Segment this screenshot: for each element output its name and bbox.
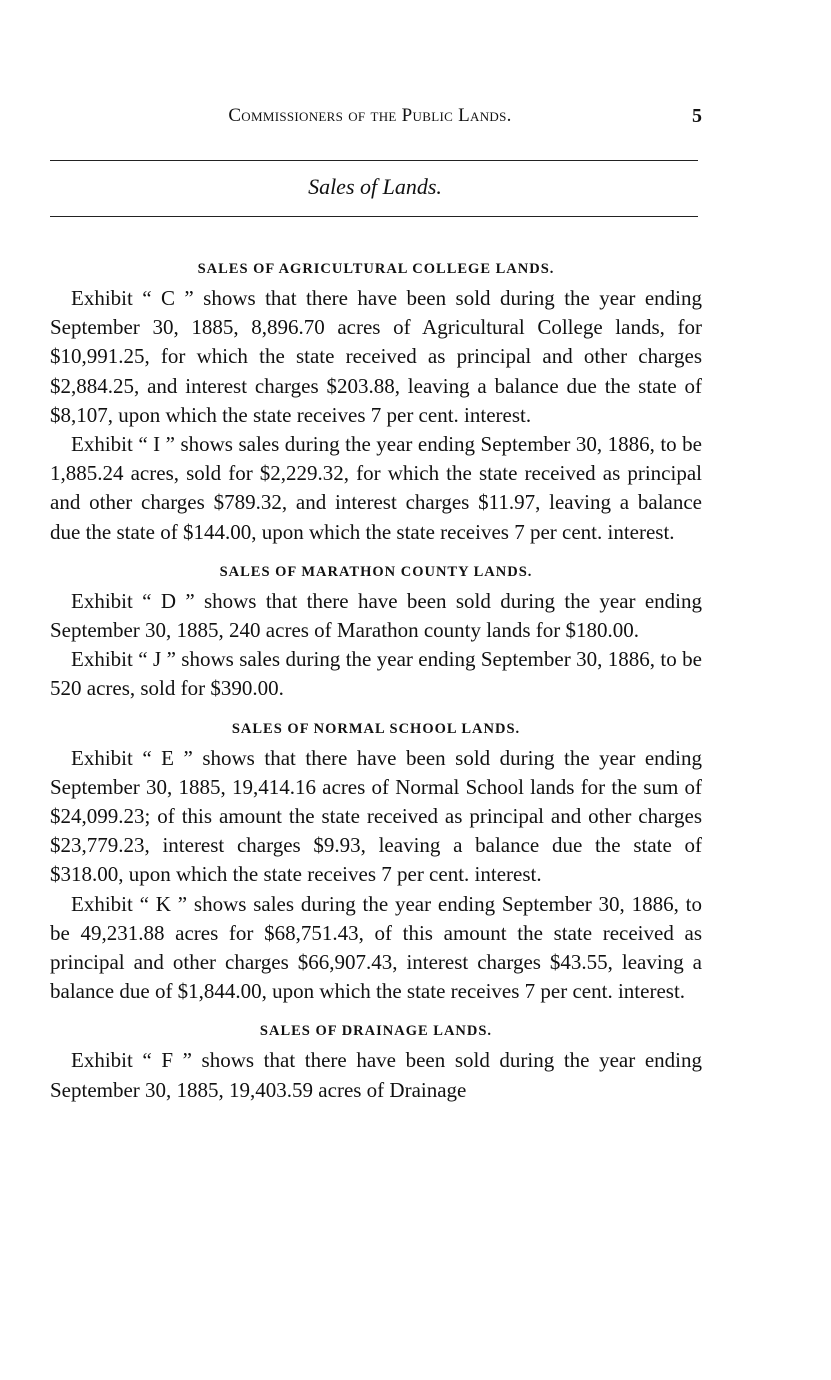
paragraph-exhibit-c: Exhibit “ C ” shows that there have been sold during the year ending September 30, 1885, 8,896.70 acres of Agricultural College lands, for $10,991.25, for which the state received as principal and other charges $2,884.25, and interest charges $203.88, leaving a balance due the state of $8,107, upon which the state receives 7 per cent. interest. [50, 286, 702, 427]
paragraph-exhibit-j: Exhibit “ J ” shows sales during the year ending September 30, 1886, to be 520 acres, sold for $390.00. [50, 647, 702, 701]
paragraph-exhibit-e: Exhibit “ E ” shows that there have been sold during the year ending September 30, 1885, 19,414.16 acres of Normal School lands for the sum of $24,099.23; of this amount the state received as principal and other charges $23,779.23, interest charges $9.93, leaving a balance due the state of $318.00, upon which the state receives 7 per cent. interest. [50, 745, 702, 887]
page-number: 5 [692, 105, 702, 127]
section-heading: Sales of Lands. [308, 174, 442, 199]
subsection-heading-normal-school: SALES OF NORMAL SCHOOL LANDS. [231, 720, 521, 737]
header-rule-bottom [50, 216, 698, 217]
running-title: Commissioners of the Public Lands. [228, 105, 512, 126]
subsection-heading-agricultural: SALES OF AGRICULTURAL COLLEGE LANDS. [197, 261, 555, 277]
page-header [50, 105, 702, 133]
subsection-heading-drainage: SALES OF DRAINAGE LANDS. [259, 1023, 493, 1040]
paragraph-exhibit-k: Exhibit “ K ” shows sales during the year ending September 30, 1886, to be 49,231.88 acres for $68,751.43, of this amount the state received as principal and other charges $66,907.43, interest charges $43.55, leaving a balance due of $1,844.00, upon which the state receives 7 per cent. interest. [50, 891, 702, 1004]
subsection-heading-marathon: SALES OF MARATHON COUNTY LANDS. [219, 563, 533, 580]
header-rule-top [50, 160, 698, 161]
paragraph-exhibit-d: Exhibit “ D ” shows that there have been sold during the year ending September 30, 1885, 240 acres of Marathon county lands for $180.00. [50, 588, 702, 643]
paragraph-exhibit-f: Exhibit “ F ” shows that there have been sold during the year ending September 30, 1885, 19,403.59 acres of Drainage [50, 1048, 702, 1102]
body-text [50, 254, 702, 1105]
paragraph-exhibit-i: Exhibit “ I ” shows sales during the year ending September 30, 1886, to be 1,885.24 acres, sold for $2,229.32, for which the state received as principal and other charges $789.32, and interest charges $11.97, leaving a balance due the state of $144.00, upon which the state receives 7 per cent. interest. [50, 432, 702, 544]
